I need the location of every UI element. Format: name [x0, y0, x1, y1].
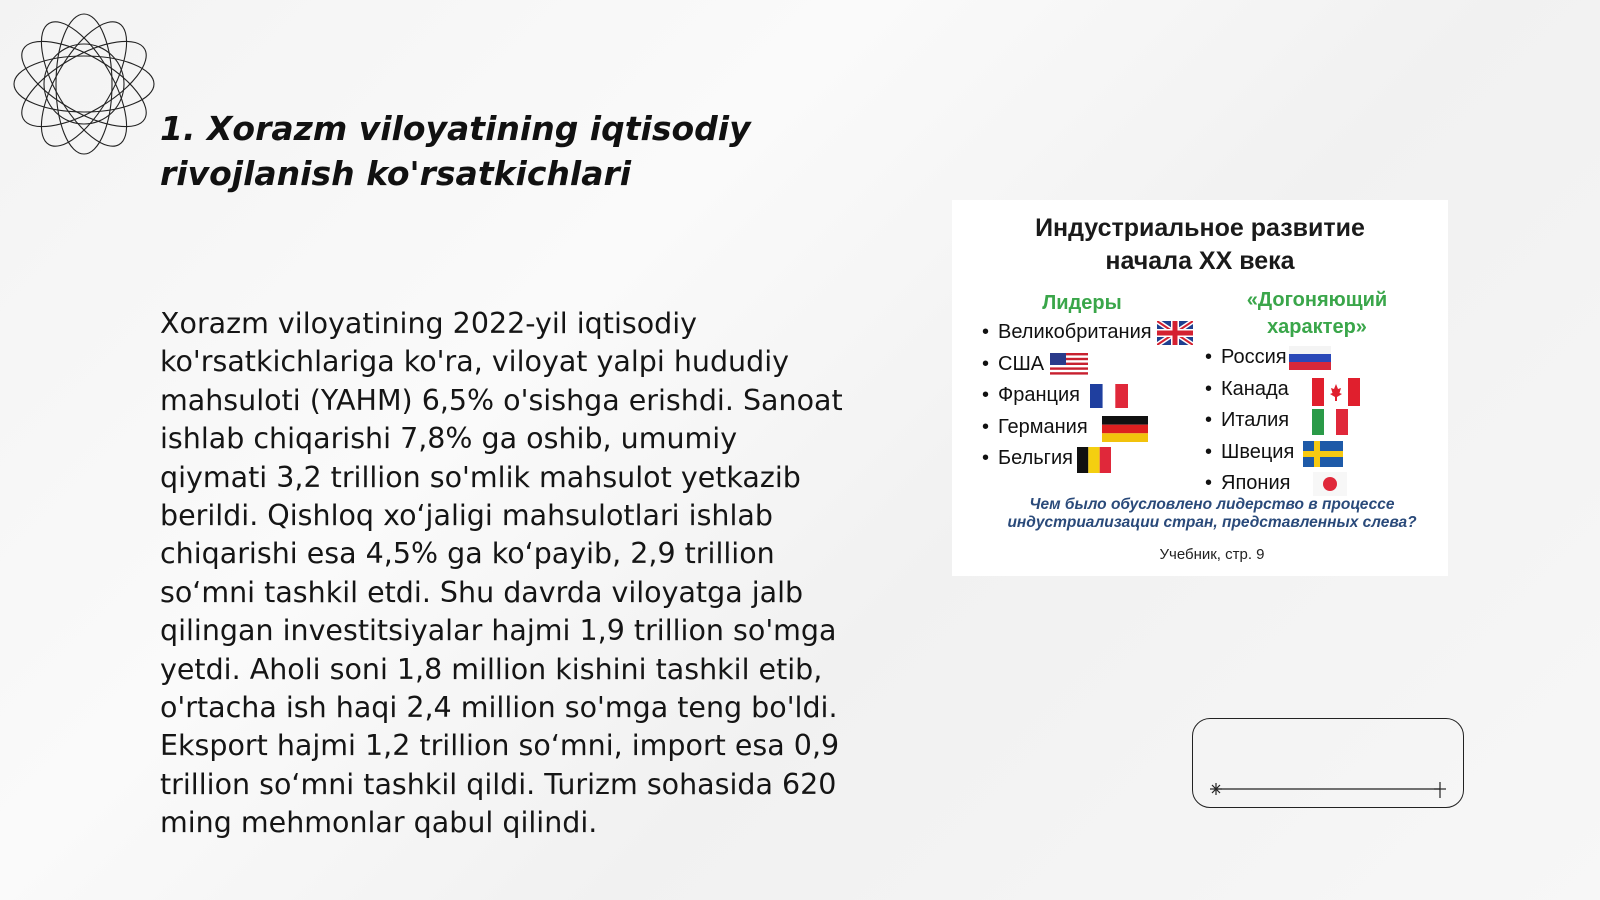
country-name: Италия [1221, 409, 1290, 431]
slide-body-text: Xorazm viloyatining 2022-yil iqtisodiy ko'rsatkichlariga ko'ra, viloyat yalpi hududiy mahsuloti (YAHM) 6,5% o'sishga erishdi. Sanoat ishlab chiqarishi 7,8% ga oshib, umumiy qiymati 3,2 trillion so'mlik mahsulot yetkazib berildi. Qishloq xo‘jaligi mahsulotlari ishlab chiqarishi esa 4,5% ga ko‘payib, 2,9 trillion so‘mni tashkil etdi. Shu davrda viloyatga jalb qilingan investitsiyalar hajmi 1,9 trillion so'mga yetdi. Aholi soni 1,8 million kishini tashkil etib, o'rtacha ish haqi 2,4 million so'mga teng bo'ldi. Eksport hajmi 1,2 trillion so‘mni, import esa 0,9 trillion so‘mni tashkil qildi. Turizm sohasida 620 ming mehmonlar qabul qilindi. [160, 307, 843, 840]
country-name: Швеция [1221, 440, 1295, 463]
bullet: • [982, 415, 990, 438]
circular-ornament-logo [10, 10, 158, 158]
canada-flag-icon [1312, 378, 1360, 406]
list-item [1205, 374, 1294, 406]
japan-flag-icon [1313, 472, 1347, 496]
image-title-line1: Индустриальное развитие [1035, 214, 1365, 242]
bullet: • [982, 384, 990, 406]
sparkle-icon [1210, 783, 1222, 795]
country-name: Франция [998, 384, 1080, 406]
image-title-line2: начала ХХ века [1105, 247, 1295, 275]
list-item [1205, 405, 1294, 437]
list-item [982, 380, 1152, 412]
list-item [982, 317, 1152, 349]
country-name: Великобритания [998, 321, 1152, 343]
image-question: Чем было обусловлено лидерство в процессе индустриализации стран, представленных слева? [1007, 496, 1417, 531]
leaders-list [982, 317, 1152, 475]
list-item [1205, 342, 1294, 374]
slide-title: 1. Xorazm viloyatining iqtisodiy rivojlanish ko'rsatkichlari [160, 109, 751, 193]
bullet: • [982, 447, 990, 469]
country-name: Япония [1221, 472, 1291, 494]
belgium-flag-icon [1077, 447, 1111, 473]
image-title [952, 212, 1448, 278]
list-item [982, 412, 1152, 444]
list-item [982, 349, 1152, 381]
leaders-heading: Лидеры [1042, 292, 1122, 314]
france-flag-icon [1090, 384, 1128, 408]
sweden-flag-icon [1303, 441, 1343, 467]
russia-flag-icon [1289, 346, 1331, 370]
country-name: Германия [998, 415, 1088, 438]
country-name: Россия [1221, 346, 1287, 368]
bullet: • [982, 321, 990, 343]
image-source: Учебник, стр. 9 [1159, 546, 1265, 563]
italy-flag-icon [1312, 409, 1348, 435]
plus-icon [1434, 782, 1446, 798]
country-name: Бельгия [998, 447, 1073, 469]
catchup-heading: «Догоняющий характер» [1246, 289, 1388, 338]
uk-flag-icon [1157, 321, 1193, 345]
bullet: • [1205, 409, 1213, 431]
usa-flag-icon [1050, 353, 1088, 377]
list-item [982, 443, 1152, 475]
list-item [1205, 437, 1294, 469]
country-name: Канада [1221, 377, 1289, 400]
germany-flag-icon [1102, 416, 1148, 442]
bullet: • [1205, 377, 1213, 400]
catchup-list [1205, 342, 1294, 500]
bullet: • [1205, 440, 1213, 463]
bullet: • [982, 352, 990, 375]
bullet: • [1205, 472, 1213, 494]
list-item [1205, 468, 1294, 500]
decorative-line [1210, 782, 1450, 802]
industrial-development-image [952, 200, 1448, 576]
bullet: • [1205, 346, 1213, 368]
country-name: США [998, 352, 1045, 375]
